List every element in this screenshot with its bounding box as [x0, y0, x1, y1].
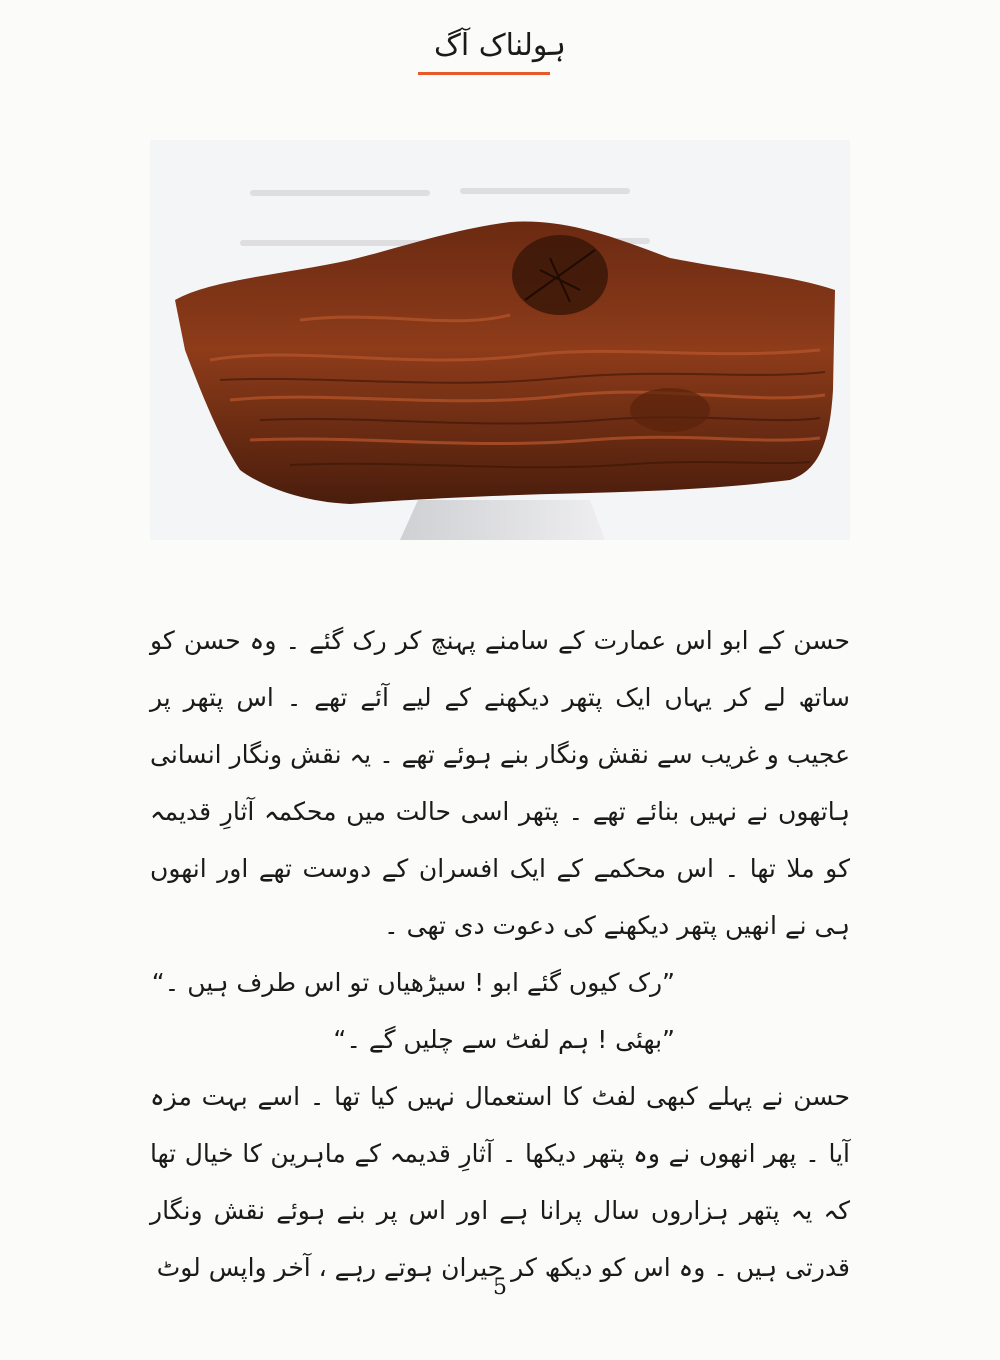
chapter-title: ہولناک آگ	[434, 28, 566, 63]
dialogue-line-2: ”بھئی ! ہم لفٹ سے چلیں گے ۔“	[333, 1025, 675, 1054]
dialogue-line-1: ”رک کیوں گئے ابو ! سیڑھیاں تو اس طرف ہیں ۔“	[151, 968, 675, 997]
paragraph-2: حسن نے پہلے کبھی لفٹ کا استعمال نہیں کیا تھا ۔ اسے بہت مزہ آیا ۔ پھر انھوں نے وہ پتھر دیکھا ۔ آثارِ قدیمہ کے ماہرین کا خیال تھا کہ یہ پتھر ہزاروں سال پرانا ہے اور اس پر بنے ہوئے نقش ونگار قدرتی ہیں ۔ وہ اس کو دیکھ کر حیران ہوتے رہے ، آخر واپس لوٹ	[150, 1082, 850, 1282]
story-text	[150, 612, 850, 1296]
paragraph-1: حسن کے ابو اس عمارت کے سامنے پہنچ کر رک گئے ۔ وہ حسن کو ساتھ لے کر یہاں ایک پتھر دیکھنے کے لیے آئے تھے ۔ اس پتھر پر عجیب و غریب سے نقش ونگار بنے ہوئے تھے ۔ یہ نقش ونگار انسانی ہاتھوں نے نہیں بنائے تھے ۔ پتھر اسی حالت میں محکمہ آثارِ قدیمہ کو ملا تھا ۔ اس محکمے کے ایک افسران کے دوست تھے اور انھوں ہی نے انھیں پتھر دیکھنے کی دعوت دی تھی ۔	[150, 626, 850, 940]
page-number: 5	[493, 1275, 507, 1300]
title-underline	[418, 72, 550, 75]
fossil-rock-photo	[150, 140, 850, 540]
